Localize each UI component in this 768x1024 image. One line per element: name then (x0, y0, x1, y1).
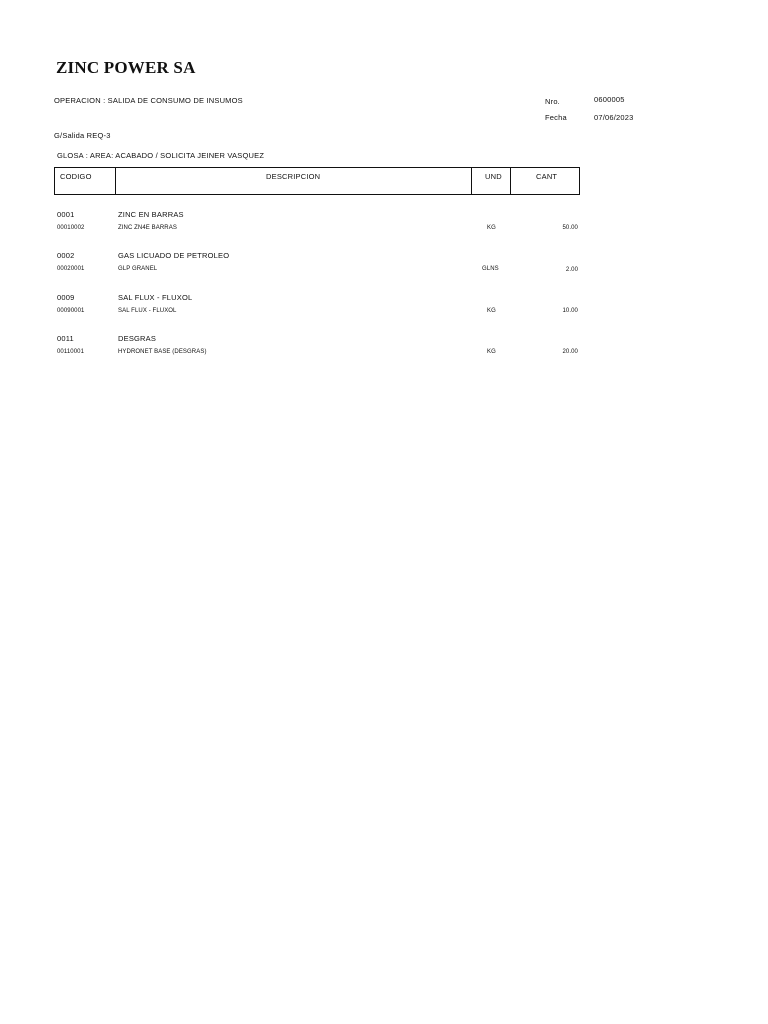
group-name: ZINC EN BARRAS (118, 210, 184, 219)
item-description: HYDRONET BASE (DESGRAS) (118, 349, 207, 355)
reference-label: G/Salida REQ-3 (54, 131, 111, 140)
column-header-codigo: CODIGO (60, 172, 92, 181)
nro-value: 0600005 (594, 95, 625, 104)
fecha-label: Fecha (545, 113, 567, 122)
item-code: 00110001 (57, 349, 85, 355)
column-divider (471, 168, 472, 194)
column-divider (510, 168, 511, 194)
table-header (54, 167, 580, 195)
company-name: ZINC POWER SA (56, 58, 196, 77)
group-code: 0001 (57, 210, 75, 219)
column-header-cant: CANT (536, 172, 558, 181)
nro-label: Nro. (545, 97, 560, 106)
group-code: 0011 (57, 334, 74, 343)
item-code: 00090001 (57, 308, 85, 314)
operation-label: OPERACION : SALIDA DE CONSUMO DE INSUMOS (54, 96, 243, 105)
item-quantity: 10.00 (562, 308, 578, 314)
group-name: SAL FLUX - FLUXOL (118, 293, 193, 302)
item-unit: KG (487, 225, 496, 231)
group-code: 0009 (57, 293, 75, 302)
item-quantity: 20.00 (562, 349, 578, 355)
item-code: 00010002 (57, 225, 85, 231)
item-unit: KG (487, 349, 496, 355)
glosa-label: GLOSA : AREA: ACABADO / SOLICITA JEINER VASQUEZ (57, 151, 265, 160)
item-unit: GLNS (482, 266, 499, 272)
item-description: GLP GRANEL (118, 266, 158, 272)
item-quantity: 2.00 (565, 267, 578, 273)
item-quantity: 50.00 (562, 225, 578, 231)
item-description: ZINC ZN4E BARRAS (118, 225, 177, 231)
fecha-value: 07/06/2023 (594, 113, 634, 122)
column-divider (115, 168, 116, 194)
item-code: 00020001 (57, 266, 85, 272)
item-unit: KG (487, 308, 496, 314)
group-name: DESGRAS (118, 334, 157, 343)
item-description: SAL FLUX - FLUXOL (118, 308, 177, 314)
column-header-descripcion: DESCRIPCION (266, 172, 321, 181)
group-name: GAS LICUADO DE PETROLEO (118, 251, 230, 260)
group-code: 0002 (57, 251, 75, 260)
column-header-und: UND (485, 172, 502, 181)
